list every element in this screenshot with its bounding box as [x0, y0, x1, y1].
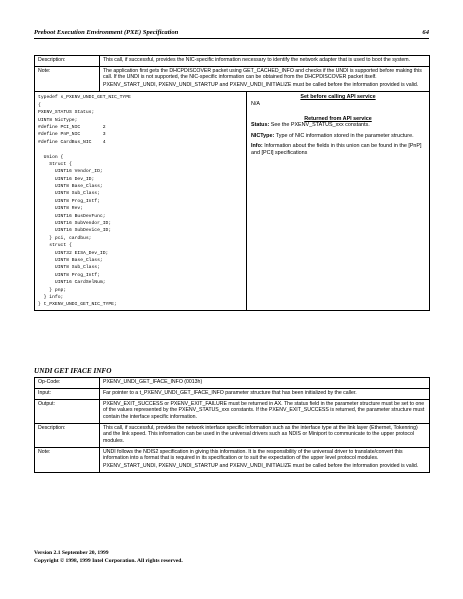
code-line: #define PnP_NIC 3	[38, 132, 106, 138]
code-line	[38, 146, 243, 153]
code-line: } t_PXENV_UNDI_GET_NIC_TYPE;	[38, 302, 117, 308]
return-field-text: See the PXENV_STATUS_xxx constants.	[270, 122, 370, 129]
header-rule	[34, 38, 429, 39]
api-info-cell	[247, 92, 430, 310]
code-line: } pnp;	[38, 287, 67, 293]
iface-table-paragraph: Far pointer to a t_PXENV_UNDI_GET_IFACE_INFO parameter structure that has been initialized by the caller.	[103, 390, 357, 396]
iface-table-row	[35, 378, 430, 389]
info-table-label: Note:	[35, 67, 100, 92]
iface-table-paragraph: PXENV_START_UNDI, PXENV_UNDI_STARTUP and PXENV_UNDI_INITIALIZE must be called before the information provided is valid.	[103, 463, 419, 470]
code-line: #define PCI_NIC 2	[38, 124, 106, 130]
info-table-paragraph: This call, if successful, provides the NIC-specific information necessary to identify the network adapter that is used to boot the system.	[103, 57, 411, 63]
page-footer	[34, 549, 183, 566]
iface-table-row	[35, 400, 430, 424]
code-line: UINT16 SubVendor_ID;	[38, 221, 112, 227]
iface-table-value	[100, 400, 430, 424]
iface-table-value	[100, 389, 430, 400]
return-field: Info: Information about the fields in this union can be found in the [PnP] and [PCI] specifications	[251, 143, 422, 156]
info-table-value	[100, 67, 430, 92]
info-table-paragraph: The application first gets the DHCPDISCOVER packet using GET_CACHED_INFO and checks if the UNDI is supported before making this call. If the UNDI is not supported, the NIC-specific information can be obtained from the DHCPDISCOVER packet itself.	[103, 68, 422, 81]
info-table-label: Description:	[35, 56, 100, 67]
info-table-row	[35, 56, 430, 67]
iface-table-label: Input:	[35, 389, 100, 400]
return-field-text: Type of NIC information stored in the parameter structure.	[275, 132, 414, 139]
code-line: UINT8 NicType;	[38, 117, 78, 123]
document-title: Preboot Execution Environment (PXE) Specification	[34, 29, 179, 36]
code-line: UINT16 Vendor_ID;	[38, 169, 103, 175]
code-line: UINT16 CardSelNum;	[38, 280, 106, 286]
iface-table-row	[35, 423, 430, 447]
iface-table-row	[35, 447, 430, 472]
iface-table-paragraph: PXENV_UNDI_GET_IFACE_INFO (0013h)	[103, 379, 203, 385]
code-line: struct {	[38, 243, 72, 249]
code-line: UINT8 Base_Class;	[38, 258, 103, 263]
code-line: UINT16 SubDevice_ID;	[38, 228, 112, 234]
code-line: UINT16 Dev_ID;	[38, 176, 95, 182]
iface-table-paragraph: This call, if successful, provides the network interface specific information such as the interface type at the link layer (Ethernet, Tokenring) and the link speed. This information can be used in the universal drivers such as NDIS or Miniport to communicate to the upper protocol modules.	[103, 424, 418, 444]
returned-heading: Returned from API service	[304, 115, 372, 122]
return-field-name: NICType	[251, 132, 273, 139]
section-title: UNDI GET IFACE INFO	[34, 367, 112, 375]
info-table-row	[35, 67, 430, 92]
code-line: typedef s_PXENV_UNDI_GET_NIC_TYPE	[38, 95, 131, 101]
iface-table-value	[100, 423, 430, 447]
code-line: UINT8 Rev;	[38, 206, 84, 212]
return-field-text: Information about the fields in this union can be found in the [PnP] and [PCI] specifications	[251, 143, 422, 156]
iface-table-value	[100, 378, 430, 389]
code-line: UINT8 Sub_Class;	[38, 191, 100, 197]
iface-table-label: Note:	[35, 447, 100, 472]
code-line: #define CardBus_NIC 4	[38, 139, 106, 145]
iface-table-value	[100, 447, 430, 472]
code-line: UINT16 BusDevFunc;	[38, 213, 106, 219]
code-line: UINT8 Prog_Intf;	[38, 272, 100, 278]
code-line: UINT8 Prog_Intf;	[38, 198, 100, 204]
code-line: } pci, cardbus;	[38, 235, 92, 241]
code-line: UINT8 Base_Class;	[38, 184, 103, 190]
return-field: Status: See the PXENV_STATUS_xxx constants.	[251, 122, 370, 129]
code-line: Struct {	[38, 161, 72, 167]
iface-table-label: Description:	[35, 423, 100, 447]
iface-table-paragraph: PXENV_EXIT_SUCCESS or PXENV_EXIT_FAILURE must be returned in AX. The status field in the parameter structure must be set to one of the values represented by the PXENV_STATUS_xxx constants. If the PXENV_EXIT_SUCCESS is returned, the parameter structure must contain the interface specific information.	[103, 401, 425, 420]
page-number: 64	[422, 29, 429, 36]
iface-table-label: Op-Code:	[35, 378, 100, 389]
iface-info-table	[34, 377, 430, 473]
set-before-value: N/A	[251, 101, 260, 107]
iface-table-label: Output:	[35, 400, 100, 424]
code-line: {	[38, 102, 41, 108]
code-line: UINT32 EISA_Dev_ID;	[38, 250, 109, 256]
info-table-paragraph: PXENV_START_UNDI, PXENV_UNDI_STARTUP and PXENV_UNDI_INITIALIZE must be called before the information provided is valid.	[103, 82, 419, 89]
code-line: UINT8 Sub_Class;	[38, 265, 100, 271]
code-line: Union {	[38, 154, 64, 160]
set-before-heading: Set before calling API service	[300, 94, 376, 101]
struct-code-block	[35, 92, 247, 310]
nic-type-table	[34, 55, 430, 311]
return-field-name: Status	[251, 122, 268, 129]
return-field: NICType: Type of NIC information stored in the parameter structure.	[251, 132, 414, 139]
copyright-line: Copyright © 1998, 1999 Intel Corporation. All rights reserved.	[34, 558, 183, 565]
iface-table-paragraph: UNDI follows the NDIS2 specification in giving this information. It is the responsibility of the universal driver to translate/convert this information into a format that is required in its specification or to suit the expectation of the upper level protocol modules.	[103, 448, 403, 462]
code-line: PXENV_STATUS Status;	[38, 110, 95, 116]
info-table-value	[100, 56, 430, 67]
return-field-name: Info	[251, 143, 261, 150]
iface-table-row	[35, 389, 430, 400]
version-line: Version 2.1 September 20, 1999	[34, 550, 109, 556]
code-line: } info;	[38, 294, 64, 300]
structure-row	[35, 92, 430, 310]
